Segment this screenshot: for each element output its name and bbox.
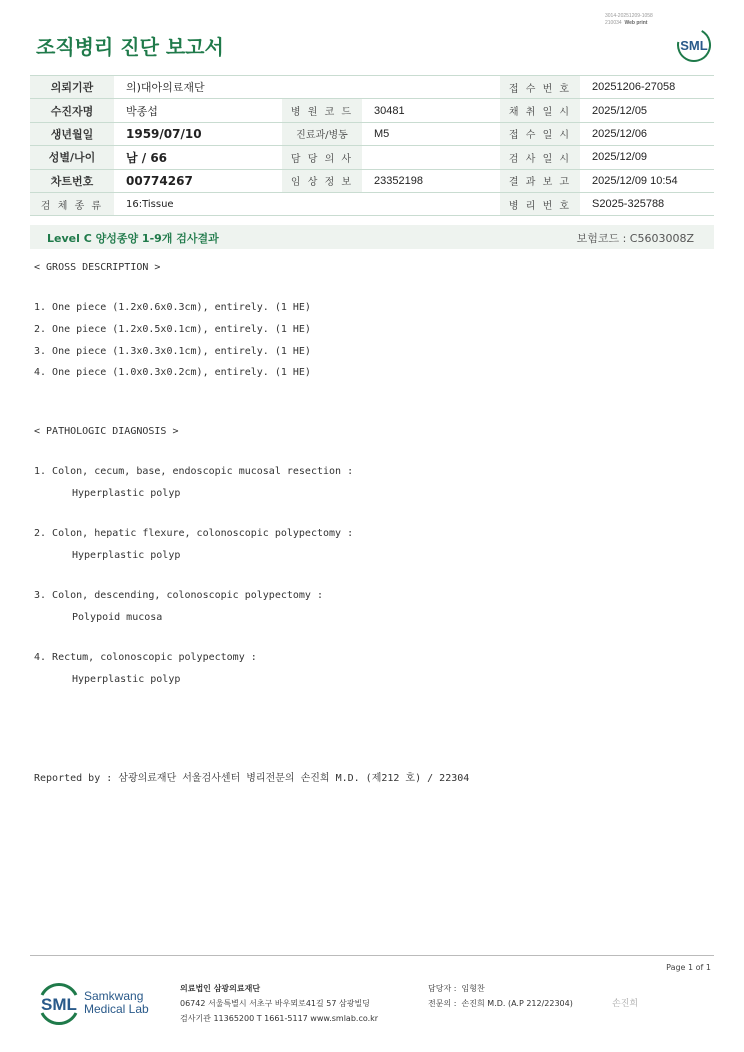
info-value: 박종섭 [114, 99, 282, 122]
info-label: 생년월일 [30, 122, 114, 145]
info-value: 16:Tissue [114, 192, 500, 215]
info-value: M5 [362, 122, 500, 145]
page-number: Page 1 of 1 [666, 963, 711, 972]
print-code: 3014-20251209-1058 210034 Web print [605, 13, 653, 26]
info-value: 2025/12/09 10:54 [580, 169, 714, 192]
logo-wordmark: Samkwang Medical Lab [84, 989, 149, 1016]
signature: 손진희 [612, 999, 639, 1009]
diagnosis-site: 1. Colon, cecum, base, endoscopic mucosal resection : [34, 466, 354, 477]
svg-text:SML: SML [680, 38, 708, 53]
gross-heading: < GROSS DESCRIPTION > [34, 262, 161, 273]
footer-divider [30, 955, 714, 956]
info-value: S2025-325788 [580, 192, 714, 215]
table-row [30, 122, 714, 145]
info-label: 담 당 의 사 [282, 146, 362, 169]
staff-name: 임형찬 [461, 984, 485, 993]
diagnosis-heading: < PATHOLOGIC DIAGNOSIS > [34, 426, 179, 437]
info-value: 2025/12/09 [580, 146, 714, 169]
gross-item: 4. One piece (1.0x0.3x0.2cm), entirely. (1 HE) [34, 367, 311, 378]
info-label: 병 리 번 호 [500, 192, 580, 215]
info-label: 임 상 정 보 [282, 169, 362, 192]
info-value: 2025/12/05 [580, 99, 714, 122]
diagnosis-result: Hyperplastic polyp [72, 674, 181, 685]
svg-text:SML: SML [41, 995, 77, 1014]
diagnosis-site: 2. Colon, hepatic flexure, colonoscopic polypectomy : [34, 528, 354, 539]
gross-item: 1. One piece (1.2x0.6x0.3cm), entirely. (1 HE) [34, 302, 311, 313]
info-value: 20251206-27058 [580, 76, 714, 99]
gross-item: 2. One piece (1.2x0.5x0.1cm), entirely. (1 HE) [34, 324, 311, 335]
sml-logo-icon [676, 27, 712, 63]
info-label: 성별/나이 [30, 146, 114, 169]
diagnosis-result: Hyperplastic polyp [72, 488, 181, 499]
info-label: 채 취 일 시 [500, 99, 580, 122]
info-label: 검 사 일 시 [500, 146, 580, 169]
table-row [30, 192, 714, 215]
info-value: 23352198 [362, 169, 500, 192]
info-label: 진료과/병동 [282, 122, 362, 145]
info-value [362, 146, 500, 169]
info-value: 의)대아의료재단 [114, 76, 500, 99]
staff-info: 담당자 : 임형찬 전문의 : 손진희 M.D. (A.P 212/22304) [428, 984, 573, 1008]
info-label: 병 원 코 드 [282, 99, 362, 122]
table-row [30, 146, 714, 169]
info-label: 접 수 일 시 [500, 122, 580, 145]
patient-info-table [30, 75, 714, 216]
table-row [30, 99, 714, 122]
info-label: 수진자명 [30, 99, 114, 122]
info-value: 30481 [362, 99, 500, 122]
table-row [30, 76, 714, 99]
diagnosis-site: 3. Colon, descending, colonoscopic polypectomy : [34, 590, 323, 601]
insurance-code: 보험코드 : C5603008Z [576, 232, 694, 245]
info-label: 접 수 번 호 [500, 76, 580, 99]
diagnosis-result: Hyperplastic polyp [72, 550, 181, 561]
specialist-name: 손진희 M.D. (A.P 212/22304) [461, 999, 573, 1008]
info-label: 의뢰기관 [30, 76, 114, 99]
info-label: 검 체 종 류 [30, 192, 114, 215]
samkwang-logo-icon [36, 981, 82, 1027]
gross-item: 3. One piece (1.3x0.3x0.1cm), entirely. (1 HE) [34, 346, 311, 357]
info-value: 남 / 66 [114, 146, 282, 169]
table-row [30, 169, 714, 192]
info-value: 1959/07/10 [114, 122, 282, 145]
info-label: 차트번호 [30, 169, 114, 192]
info-value: 00774267 [114, 169, 282, 192]
diagnosis-result: Polypoid mucosa [72, 612, 163, 623]
info-value: 2025/12/06 [580, 122, 714, 145]
reported-by: Reported by : 삼광의료재단 서울검사센터 병리전문의 손진희 M.D. (제212 호) / 22304 [34, 773, 470, 784]
page-title: 조직병리 진단 보고서 [36, 35, 224, 59]
web-print-label: Web print [624, 20, 648, 26]
result-header-bar [30, 225, 714, 249]
diagnosis-site: 4. Rectum, colonoscopic polypectomy : [34, 652, 257, 663]
organization-info: 의료법인 삼광의료재단 06742 서울특별시 서초구 바우뫼로41길 57 삼광빌딩 검사기관 11365200 T 1661-5117 www.smlab.co.kr [180, 984, 379, 1023]
result-title: Level C 양성종양 1-9개 검사결과 [47, 232, 219, 245]
info-label: 결 과 보 고 [500, 169, 580, 192]
